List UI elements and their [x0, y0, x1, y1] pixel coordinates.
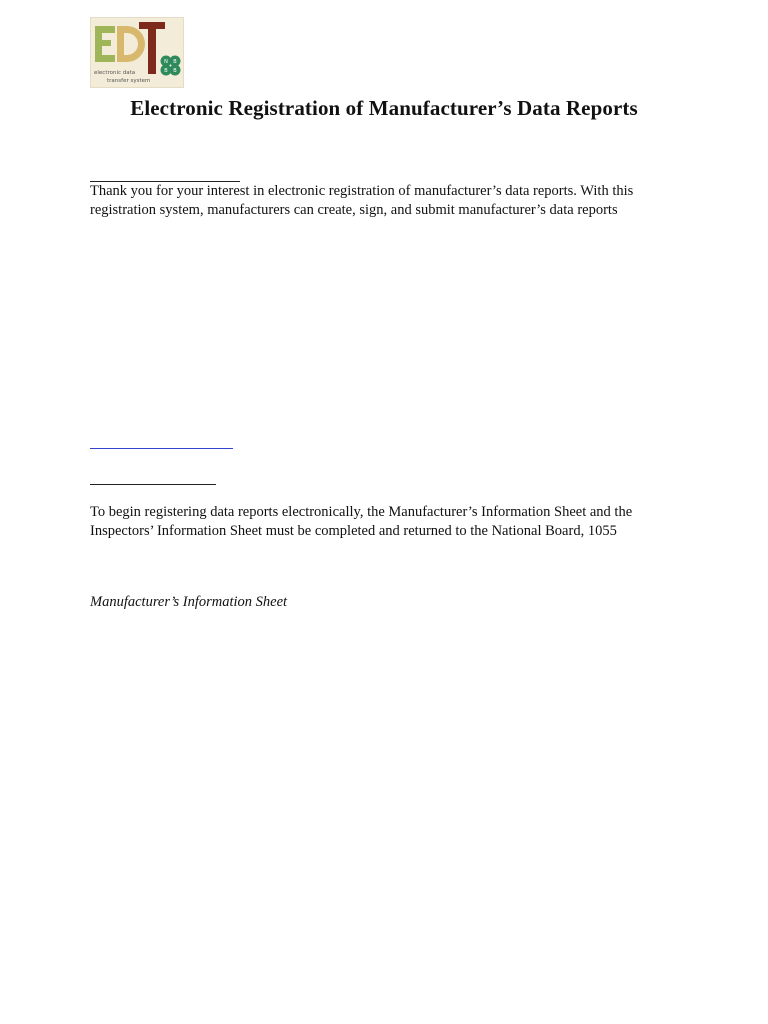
- emblem-letter-4: B: [173, 68, 177, 74]
- emblem-letter-3: B: [164, 68, 168, 74]
- intro-line-1: Thank you for your interest in electronic registration of manufacturer’s data reports. With this: [90, 183, 634, 199]
- logo-letter-e: [95, 26, 115, 62]
- emblem-letter-1: N: [164, 59, 168, 65]
- logo-tagline-1: electronic data: [94, 70, 136, 76]
- manufacturers-info-sheet-heading: Manufacturer’s Information Sheet: [90, 594, 288, 610]
- logo-letter-d: [117, 26, 145, 62]
- intro-paragraph: [90, 182, 690, 220]
- logo-tagline-2: transfer system: [107, 78, 151, 84]
- edt-logo: [90, 17, 184, 88]
- begin-line-2: Inspectors’ Information Sheet must be completed and returned to the National Board, 1055: [90, 523, 617, 539]
- begin-paragraph: [90, 503, 690, 541]
- page-title: Electronic Registration of Manufacturer’s Data Reports: [130, 96, 638, 120]
- section-rule-2: [90, 484, 216, 485]
- intro-line-2: registration system, manufacturers can create, sign, and submit manufacturer’s data reports: [90, 202, 618, 218]
- edt-logo-graphic: [91, 18, 183, 87]
- link-underline[interactable]: [90, 448, 233, 449]
- begin-line-1: To begin registering data reports electronically, the Manufacturer’s Information Sheet and the: [90, 504, 633, 520]
- emblem-letter-2: B: [173, 59, 177, 65]
